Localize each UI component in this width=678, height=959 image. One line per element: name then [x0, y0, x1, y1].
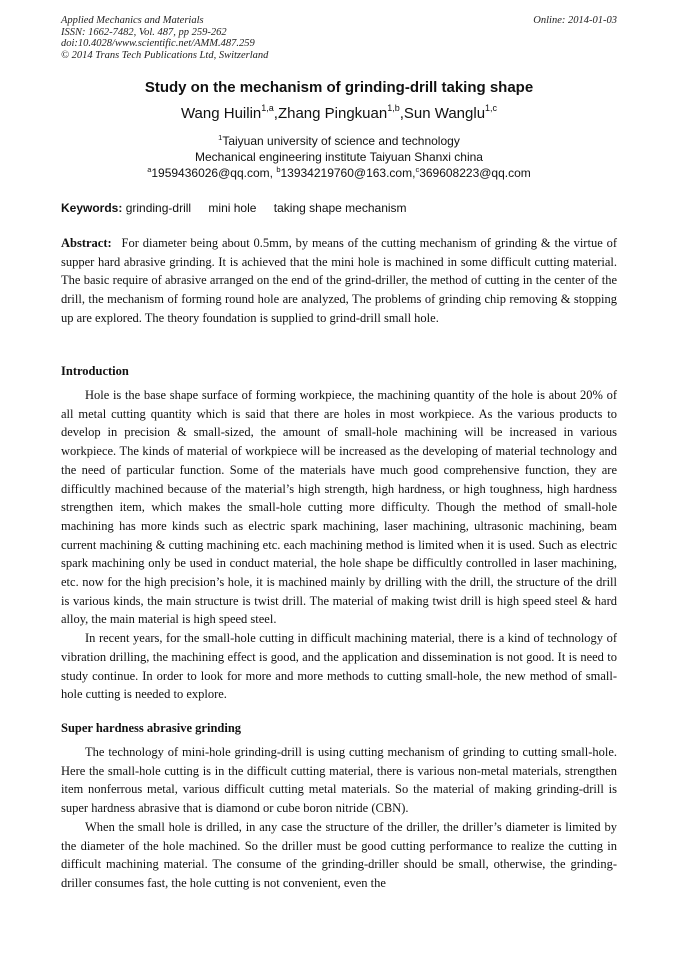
super-hardness-body — [61, 743, 617, 893]
paragraph: The technology of mini-hole grinding-drill is using cutting mechanism of grinding to cutting small-hole. Here the small-hole cutting is in the difficult cutting material, there is various non-metal materials, strengthen item nonferrous metal, various difficult cutting metal materials. So the material of making grinding-drill is super hardness abrasive that is diamond or cube boron nitride (CBN). — [61, 745, 617, 816]
abstract-text: For diameter being about 0.5mm, by means of the cutting mechanism of grinding & the virtue of supper hard abrasive grinding. It is achieved that the mini hole is machined in some difficult cutting material. The basic require of abrasive arranged on the end of the grind-driller, the method of cutting in the center of the drill, the mechanism of forming round hole are analyzed, The problems of grinding chip removing & stopping up are explored. The theory foundation is supplied to grind-drill small hole. — [61, 236, 617, 325]
author-name: Zhang Pingkuan — [277, 105, 388, 122]
paragraph: In recent years, for the small-hole cutting in difficult machining material, there is a kind of technology of vibration drilling, the machining effect is good, and the application and dissemination is not good. It is need to study continue. In order to look for more and more methods to cutting small-hole, the new method of small-hole cutting is needed to explore. — [61, 631, 617, 702]
keywords-label: Keywords: — [61, 201, 123, 215]
email-superscript: c — [415, 165, 420, 174]
issn-line: ISSN: 1662-7482, Vol. 487, pp 259-262 — [61, 26, 227, 38]
email-address: 369608223@qq.com — [419, 166, 531, 180]
paragraph: Hole is the base shape surface of forming workpiece, the machining quantity of the hole is about 20% of all metal cutting quantity which is said that there are holes in most workpiece. As the various products to develop in precision & small-sized, the amount of small-hole machining will be increased in various workpiece. The kinds of material of workpiece will be increased as the developing of material technology and the need of particular function. Some of the materials have much good comprehensive function, they are difficultly machined because of the material’s high strength, high hardness, or high toughness, high hardness strengthen item, which makes the small-hole cutting more difficulty. Though the method of small-hole machining has more kinds such as electric spark machining, laser machining, ultrasonic machining, beam current machining & cutting machining etc. each machining method is limited when it is used. Such as electric spark machining only be used in conduct material, the hole shape be difficultly controlled in laser machining, etc. now for the high precision’s hole, it is machined mainly by drilling with the drill, the structure of the drill is various kinds, the main structure is twist drill. The material of making twist drill is high speed steel & hard alloy, the main material is high speed steel. — [61, 388, 617, 627]
author-name: Wang Huilin — [180, 105, 262, 122]
author-superscript: 1,c — [485, 103, 498, 113]
journal-name: Applied Mechanics and Materials — [61, 15, 204, 26]
author-name: Sun Wanglu — [403, 105, 486, 122]
doi-line: doi:10.4028/www.scientific.net/AMM.487.259 — [61, 38, 255, 49]
keyword: mini hole — [208, 201, 257, 215]
copyright-line: © 2014 Trans Tech Publications Ltd, Switzerland — [61, 49, 269, 61]
email-address: 13934219760@163.com, — [280, 166, 416, 180]
paragraph: When the small hole is drilled, in any case the structure of the driller, the driller’s diameter is limited by the diameter of the hole machined. So the driller must be good cutting performance to realize the cutting in difficult machining material. The consume of the grinding-driller should be small, otherwise, the grinding-driller consumes fast, the hole cutting is not convenient, even the — [61, 819, 617, 890]
abstract-label: Abstract: — [61, 236, 112, 250]
affiliation-superscript: 1 — [218, 133, 223, 142]
keyword: grinding-drill — [125, 201, 192, 215]
keyword: taking shape mechanism — [273, 201, 407, 215]
email-superscript: a — [147, 165, 152, 174]
publication-header — [61, 15, 617, 61]
affiliation-block — [61, 133, 617, 181]
paper-title: Study on the mechanism of grinding-drill taking shape — [144, 79, 534, 96]
email-line — [61, 165, 617, 181]
affiliation-university: Taiyuan university of science and technology — [222, 134, 460, 148]
author-list — [61, 104, 617, 124]
introduction-body — [61, 386, 617, 704]
author-superscript: 1,a — [261, 103, 274, 113]
author-separator: , — [273, 105, 278, 122]
keywords-line — [61, 200, 617, 216]
abstract-block — [61, 234, 617, 328]
author-separator: , — [399, 105, 404, 122]
author-superscript: 1,b — [387, 103, 400, 113]
email-superscript: b — [276, 165, 281, 174]
section-heading-introduction: Introduction — [61, 364, 129, 378]
email-address: 1959436026@qq.com, — [151, 166, 277, 180]
online-date: Online: 2014-01-03 — [533, 15, 617, 26]
affiliation-line-2: Mechanical engineering institute Taiyuan Shanxi china — [195, 150, 483, 164]
affiliation-line-1 — [61, 133, 617, 149]
section-heading-super-hardness: Super hardness abrasive grinding — [61, 721, 242, 735]
